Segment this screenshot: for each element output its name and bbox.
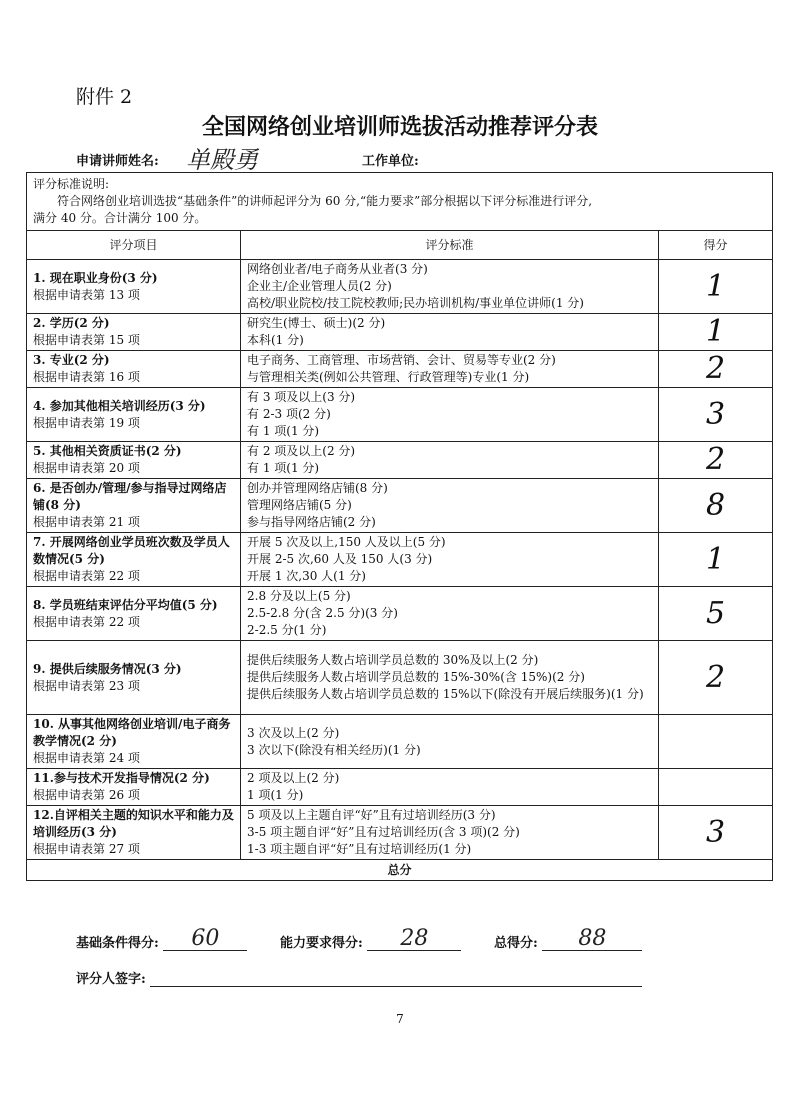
item-reference: 根据申请表第 15 项 — [33, 333, 140, 347]
criteria-line: 3 次及以上(2 分) — [247, 725, 340, 740]
handwritten-score: 3 — [705, 814, 726, 850]
table-row — [27, 641, 773, 715]
criteria-line: 5 项及以上主题自评“好”且有过培训经历(3 分) — [247, 808, 496, 822]
criteria-cell — [241, 479, 659, 533]
table-row — [27, 479, 773, 533]
work-unit-label: 工作单位: — [362, 154, 419, 169]
applicant-name-handwritten: 单殿勇 — [186, 146, 258, 174]
scoring-notes — [27, 173, 773, 231]
table-row — [27, 806, 773, 860]
page-title: 全国网络创业培训师选拔活动推荐评分表 — [201, 115, 598, 140]
item-title: 3. 专业(2 分) — [33, 353, 110, 367]
item-reference: 根据申请表第 26 项 — [33, 788, 140, 802]
item-reference: 根据申请表第 16 项 — [33, 370, 140, 384]
score-cell — [659, 715, 773, 769]
criteria-line: 1 项(1 分) — [247, 788, 304, 802]
item-reference: 根据申请表第 13 项 — [33, 287, 140, 302]
criteria-line: 有 2-3 项(2 分) — [247, 407, 331, 421]
criteria-cell — [241, 806, 659, 860]
item-title: 8. 学员班结束评估分平均值(5 分) — [33, 597, 218, 612]
table-row — [27, 533, 773, 587]
item-cell — [27, 388, 241, 442]
criteria-line: 创办并管理网络店铺(8 分) — [247, 481, 388, 495]
criteria-line: 网络创业者/电子商务从业者(3 分) — [247, 262, 428, 276]
table-row — [27, 351, 773, 388]
item-title: 4. 参加其他相关培训经历(3 分) — [33, 398, 206, 413]
criteria-line: 有 3 项及以上(3 分) — [247, 390, 356, 404]
criteria-line: 3-5 项主题自评“好”且有过培训经历(含 3 项)(2 分) — [247, 825, 520, 839]
item-title: 2. 学历(2 分) — [33, 316, 110, 330]
criteria-line: 高校/职业院校/技工院校教师;民办培训机构/事业单位讲师(1 分) — [247, 296, 584, 310]
handwritten-score: 3 — [705, 396, 726, 432]
notes-heading: 评分标准说明: — [33, 177, 110, 191]
score-cell — [659, 587, 773, 641]
table-row — [27, 260, 773, 314]
criteria-cell — [241, 388, 659, 442]
item-cell — [27, 260, 241, 314]
item-title: 7. 开展网络创业学员班次数及学员人数情况(5 分) — [33, 535, 230, 566]
criteria-cell — [241, 260, 659, 314]
notes-line-2: 满分 40 分。合计满分 100 分。 — [33, 211, 207, 225]
table-row — [27, 388, 773, 442]
item-title: 11.参与技术开发指导情况(2 分) — [33, 771, 210, 785]
criteria-cell — [241, 533, 659, 587]
header-score: 得分 — [659, 231, 773, 260]
criteria-cell — [241, 442, 659, 479]
handwritten-score: 2 — [705, 659, 726, 695]
header-criteria: 评分标准 — [241, 231, 659, 260]
item-title: 5. 其他相关资质证书(2 分) — [33, 444, 182, 458]
criteria-line: 提供后续服务人数占培训学员总数的 30%及以上(2 分) — [247, 653, 539, 667]
total-score-value: 88 — [542, 928, 642, 951]
handwritten-score: 8 — [705, 487, 726, 523]
score-cell — [659, 533, 773, 587]
base-score — [76, 928, 247, 951]
criteria-line: 2.5-2.8 分(含 2.5 分)(3 分) — [247, 606, 398, 620]
item-reference: 根据申请表第 22 项 — [33, 614, 140, 629]
criteria-cell — [241, 769, 659, 806]
criteria-cell — [241, 715, 659, 769]
ability-score-label: 能力要求得分: — [280, 936, 363, 951]
score-cell — [659, 769, 773, 806]
item-cell — [27, 442, 241, 479]
criteria-line: 参与指导网络店铺(2 分) — [247, 515, 376, 529]
table-header-row — [27, 231, 773, 260]
table-row — [27, 442, 773, 479]
score-table — [26, 172, 773, 881]
score-cell — [659, 351, 773, 388]
page-number: 7 — [396, 1012, 404, 1026]
criteria-line: 1-3 项主题自评“好”且有过培训经历(1 分) — [247, 842, 472, 856]
signature — [76, 968, 642, 987]
criteria-cell — [241, 314, 659, 351]
score-cell — [659, 442, 773, 479]
ability-score-value: 28 — [367, 928, 461, 951]
item-reference: 根据申请表第 22 项 — [33, 569, 140, 583]
score-cell — [659, 388, 773, 442]
item-reference: 根据申请表第 27 项 — [33, 842, 140, 856]
signature-label: 评分人签字: — [76, 972, 146, 987]
criteria-line: 有 1 项(1 分) — [247, 424, 320, 438]
table-row — [27, 769, 773, 806]
item-cell — [27, 351, 241, 388]
handwritten-score: 5 — [705, 595, 726, 631]
item-cell — [27, 587, 241, 641]
item-reference: 根据申请表第 21 项 — [33, 515, 140, 529]
base-score-value: 60 — [163, 928, 247, 951]
score-cell — [659, 260, 773, 314]
handwritten-score: 1 — [705, 314, 726, 349]
handwritten-score: 1 — [705, 541, 726, 577]
item-cell — [27, 769, 241, 806]
base-score-label: 基础条件得分: — [76, 936, 159, 951]
table-row — [27, 587, 773, 641]
item-title: 10. 从事其他网络创业培训/电子商务教学情况(2 分) — [33, 717, 231, 748]
item-cell — [27, 533, 241, 587]
table-row — [27, 715, 773, 769]
applicant-name-label: 申请讲师姓名: — [76, 154, 159, 169]
criteria-line: 开展 1 次,30 人(1 分) — [247, 569, 366, 583]
criteria-line: 与管理相关类(例如公共管理、行政管理等)专业(1 分) — [247, 370, 530, 384]
item-reference: 根据申请表第 20 项 — [33, 461, 140, 475]
item-cell — [27, 641, 241, 715]
attachment-label: 附件 2 — [76, 86, 133, 108]
total-score-label: 总得分: — [494, 936, 538, 951]
item-title: 1. 现在职业身份(3 分) — [33, 270, 158, 285]
ability-score — [280, 928, 461, 951]
criteria-line: 2.8 分及以上(5 分) — [247, 589, 351, 603]
total-score — [494, 928, 642, 951]
criteria-cell — [241, 641, 659, 715]
table-row — [27, 314, 773, 351]
item-reference: 根据申请表第 19 项 — [33, 415, 140, 430]
item-title: 12.自评相关主题的知识水平和能力及培训经历(3 分) — [33, 808, 234, 839]
criteria-line: 研究生(博士、硕士)(2 分) — [247, 316, 386, 330]
score-cell — [659, 641, 773, 715]
score-cell — [659, 806, 773, 860]
criteria-line: 电子商务、工商管理、市场营销、会计、贸易等专业(2 分) — [247, 353, 556, 367]
item-reference: 根据申请表第 24 项 — [33, 751, 140, 765]
criteria-line: 2 项及以上(2 分) — [247, 771, 340, 785]
total-row — [27, 860, 773, 881]
criteria-line: 有 2 项及以上(2 分) — [247, 444, 356, 458]
item-cell — [27, 806, 241, 860]
criteria-line: 2-2.5 分(1 分) — [247, 623, 327, 637]
criteria-line: 开展 5 次及以上,150 人及以上(5 分) — [247, 535, 446, 549]
criteria-line: 提供后续服务人数占培训学员总数的 15%以下(除没有开展后续服务)(1 分) — [247, 687, 644, 701]
criteria-line: 开展 2-5 次,60 人及 150 人(3 分) — [247, 552, 433, 566]
criteria-line: 本科(1 分) — [247, 333, 304, 347]
total-label: 总分 — [27, 860, 773, 881]
criteria-cell — [241, 351, 659, 388]
item-reference: 根据申请表第 23 项 — [33, 678, 140, 693]
handwritten-score: 1 — [705, 268, 726, 304]
score-cell — [659, 479, 773, 533]
score-cell — [659, 314, 773, 351]
signature-line — [150, 968, 642, 987]
criteria-line: 有 1 项(1 分) — [247, 461, 320, 475]
notes-line-1: 符合网络创业培训选拔“基础条件”的讲师起评分为 60 分,“能力要求”部分根据以下评分标准进行评分, — [57, 194, 593, 208]
item-title: 9. 提供后续服务情况(3 分) — [33, 661, 182, 676]
criteria-cell — [241, 587, 659, 641]
item-cell — [27, 479, 241, 533]
item-cell — [27, 715, 241, 769]
notes-row — [27, 173, 773, 231]
criteria-line: 企业主/企业管理人员(2 分) — [247, 279, 392, 293]
handwritten-score: 2 — [705, 351, 726, 386]
criteria-line: 提供后续服务人数占培训学员总数的 15%-30%(含 15%)(2 分) — [247, 670, 585, 684]
handwritten-score: 2 — [705, 442, 726, 477]
item-title: 6. 是否创办/管理/参与指导过网络店铺(8 分) — [33, 481, 227, 512]
criteria-line: 3 次以下(除没有相关经历)(1 分) — [247, 742, 421, 757]
header-item: 评分项目 — [27, 231, 241, 260]
item-cell — [27, 314, 241, 351]
criteria-line: 管理网络店铺(5 分) — [247, 498, 352, 512]
